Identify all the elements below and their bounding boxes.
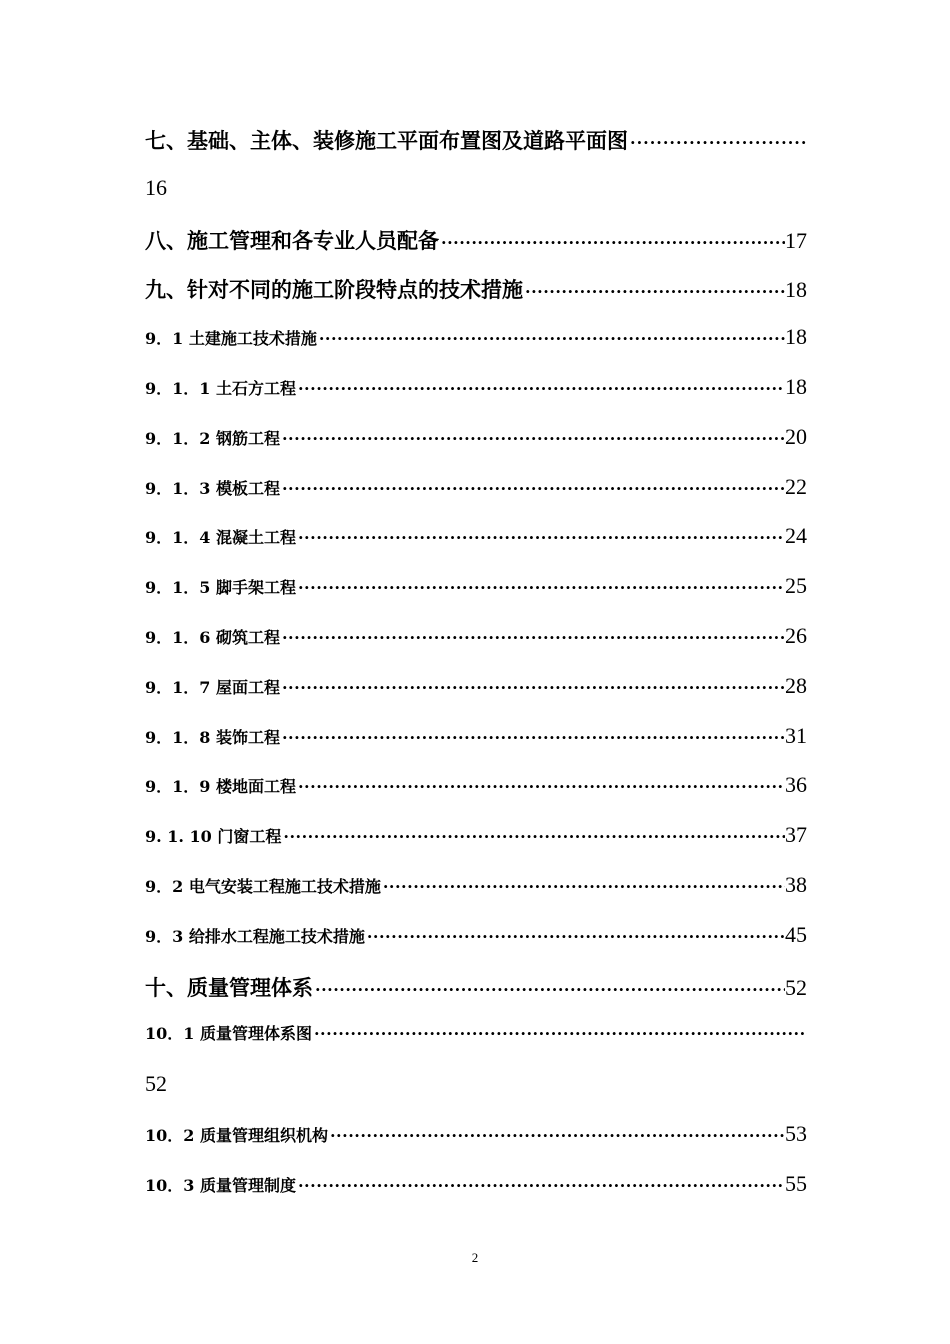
toc-entry-title: 10．1 质量管理体系图	[145, 1024, 312, 1044]
toc-entry-title: 9．3 给排水工程施工技术措施	[145, 926, 365, 946]
toc-entry-9-3[interactable]	[145, 922, 807, 972]
toc-entry-title: 9．2 电气安装工程施工技术措施	[145, 876, 381, 896]
toc-entry-9-1[interactable]	[145, 324, 807, 374]
leader-dots	[317, 329, 785, 348]
toc-entry-page: 16	[145, 174, 167, 200]
toc-entry-9-1-5[interactable]	[145, 573, 807, 623]
toc-entry-9-1-7[interactable]	[145, 673, 807, 723]
toc-entry-page: 36	[785, 772, 807, 798]
toc-entry-9-1-2[interactable]	[145, 424, 807, 474]
leader-dots	[313, 980, 785, 999]
leader-dots	[296, 578, 785, 597]
toc-entry-10-1-page[interactable]	[145, 1071, 807, 1121]
leader-dots	[296, 379, 785, 398]
toc-entry-page: 55	[785, 1170, 807, 1196]
page-number: 2	[471, 1250, 479, 1265]
toc-entry-9-1-1[interactable]	[145, 374, 807, 424]
leader-dots	[280, 728, 785, 747]
toc-entry-10-1[interactable]	[145, 1021, 807, 1071]
toc-entry-9-1-3[interactable]	[145, 474, 807, 524]
toc-entry-page: 22	[785, 473, 807, 499]
leader-dots	[523, 282, 785, 301]
toc-entry-page: 31	[785, 722, 807, 748]
toc-entry-page: 37	[785, 822, 807, 848]
toc-entry-9-1-9[interactable]	[145, 772, 807, 822]
toc-entry-title: 10．2 质量管理组织机构	[145, 1125, 328, 1145]
leader-dots	[628, 133, 807, 152]
leader-dots	[296, 528, 785, 547]
toc-entry-title: 9. 1. 10 门窗工程	[145, 827, 282, 847]
leader-dots	[365, 927, 785, 946]
toc-entry-page: 18	[785, 324, 807, 350]
toc-entry-title: 八、施工管理和各专业人员配备	[145, 227, 439, 253]
toc-entry-10-3[interactable]	[145, 1171, 807, 1221]
toc-entry-title: 9．1．9 楼地面工程	[145, 777, 296, 797]
table-of-contents	[145, 125, 807, 1221]
toc-entry-page: 38	[785, 871, 807, 897]
leader-dots	[280, 479, 785, 498]
leader-dots	[281, 827, 785, 846]
leader-dots	[296, 777, 785, 796]
toc-entry-title: 9．1．8 装饰工程	[145, 727, 280, 747]
toc-entry-9-1-6[interactable]	[145, 623, 807, 673]
leader-dots	[280, 628, 785, 647]
toc-entry-9-1-10[interactable]	[145, 822, 807, 872]
toc-entry-title: 七、基础、主体、装修施工平面布置图及道路平面图	[145, 128, 628, 153]
toc-entry-title: 十、质量管理体系	[145, 974, 313, 1000]
toc-entry-8[interactable]	[145, 225, 807, 275]
toc-entry-10-2[interactable]	[145, 1121, 807, 1171]
toc-entry-title: 9．1．6 砌筑工程	[145, 627, 280, 647]
toc-entry-page: 52	[145, 1071, 167, 1097]
toc-entry-page: 45	[785, 921, 807, 947]
toc-entry-title: 9．1．5 脚手架工程	[145, 578, 296, 598]
leader-dots	[381, 877, 785, 896]
toc-entry-page: 24	[785, 523, 807, 549]
toc-entry-9-1-8[interactable]	[145, 723, 807, 773]
leader-dots	[312, 1024, 807, 1043]
toc-entry-9-2[interactable]	[145, 872, 807, 922]
toc-entry-page: 18	[785, 277, 807, 303]
leader-dots	[280, 678, 785, 697]
toc-entry-page: 28	[785, 672, 807, 698]
toc-entry-title: 九、针对不同的施工阶段特点的技术措施	[145, 277, 523, 303]
toc-entry-9[interactable]	[145, 274, 807, 324]
toc-entry-page: 25	[785, 573, 807, 599]
toc-entry-page: 52	[785, 974, 807, 1000]
toc-entry-page: 20	[785, 423, 807, 449]
toc-entry-page: 18	[785, 373, 807, 399]
leader-dots	[296, 1176, 785, 1195]
toc-entry-7[interactable]	[145, 125, 807, 175]
toc-entry-title: 9．1．1 土石方工程	[145, 378, 296, 398]
toc-entry-title: 9．1 土建施工技术措施	[145, 329, 317, 349]
leader-dots	[328, 1126, 785, 1145]
leader-dots	[280, 429, 785, 448]
toc-entry-9-1-4[interactable]	[145, 523, 807, 573]
toc-entry-title: 10．3 质量管理制度	[145, 1175, 296, 1195]
toc-entry-10[interactable]	[145, 972, 807, 1022]
toc-entry-title: 9．1．7 屋面工程	[145, 677, 280, 697]
toc-entry-7-page[interactable]	[145, 175, 807, 225]
toc-entry-title: 9．1．3 模板工程	[145, 478, 280, 498]
toc-entry-title: 9．1．4 混凝土工程	[145, 528, 296, 548]
leader-dots	[439, 233, 785, 252]
toc-entry-page: 26	[785, 622, 807, 648]
toc-entry-title: 9．1．2 钢筋工程	[145, 428, 280, 448]
toc-entry-page: 17	[785, 227, 807, 253]
toc-entry-page: 53	[785, 1120, 807, 1146]
